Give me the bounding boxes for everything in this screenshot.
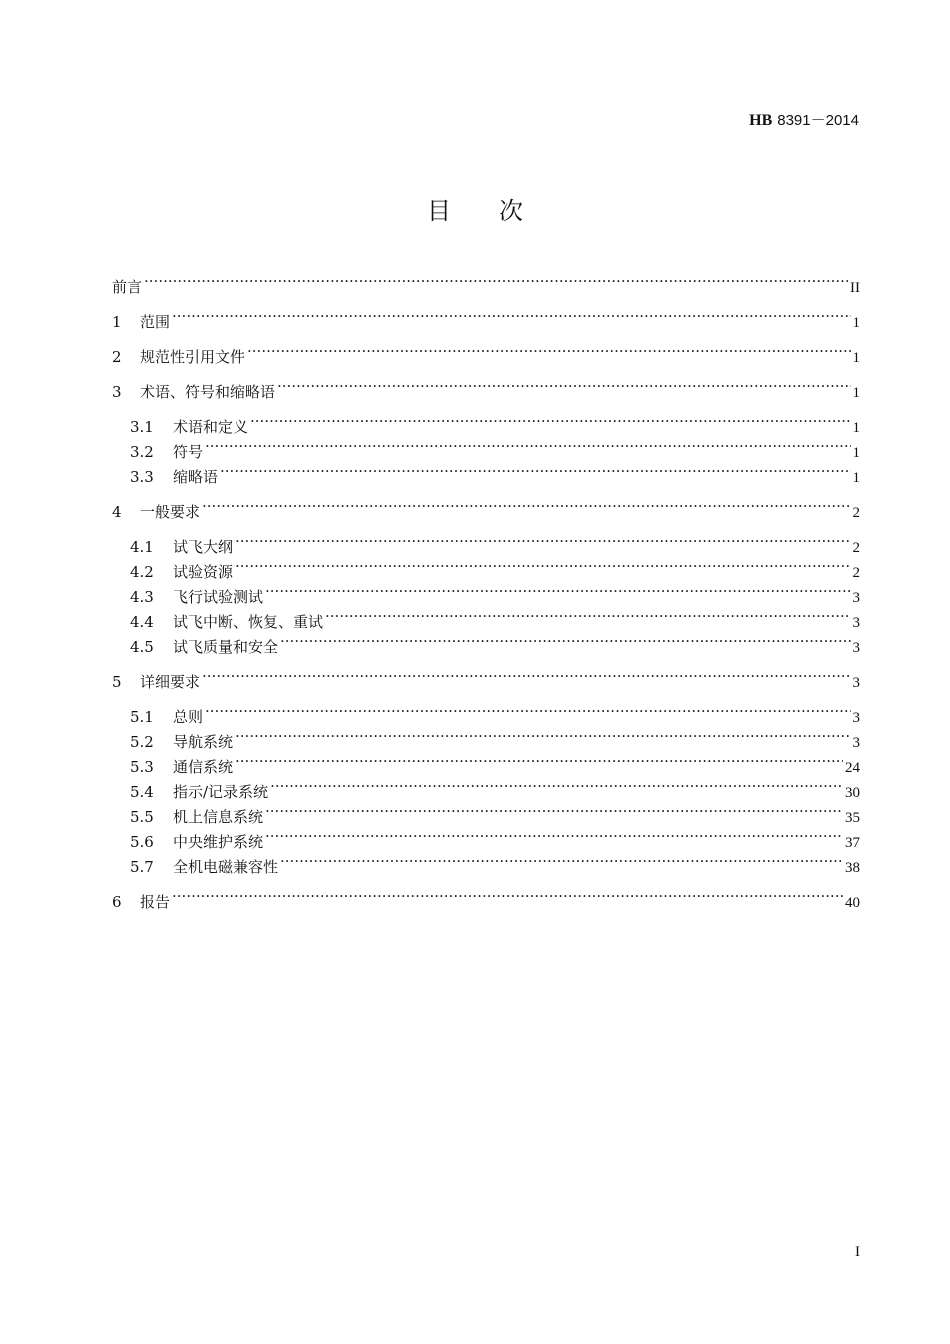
toc-entry[interactable] — [112, 850, 860, 876]
toc-entry-page: 3 — [852, 735, 860, 751]
toc-dot-leader — [235, 750, 843, 772]
document-code-prefix: HB — [749, 112, 773, 129]
page-title-part2: 次 — [499, 197, 523, 225]
toc-dot-leader — [235, 530, 850, 552]
toc-entry[interactable] — [112, 725, 860, 751]
page-number: I — [855, 1244, 860, 1260]
toc-entry-page: 30 — [845, 785, 860, 801]
toc-entry-title: 规范性引用文件 — [140, 348, 246, 366]
toc-entry-number: 5.6 — [130, 833, 154, 851]
document-code-number: 8391－2014 — [777, 112, 859, 129]
toc-entry[interactable] — [112, 885, 860, 911]
toc-entry-title: 符号 — [173, 443, 204, 461]
toc-entry-number: 4.3 — [130, 588, 154, 606]
toc-entry-number: 3.2 — [130, 443, 154, 461]
toc-entry-title: 试飞大纲 — [173, 538, 234, 556]
toc-dot-leader — [325, 605, 850, 627]
toc-entry-number: 4.5 — [130, 638, 154, 656]
toc-dot-leader — [205, 700, 850, 722]
toc-entry-number: 2 — [112, 348, 122, 366]
toc-dot-leader — [202, 495, 850, 517]
toc-entry-page: 38 — [845, 860, 860, 876]
toc-dot-leader — [235, 725, 850, 747]
toc-entry-number: 3 — [112, 383, 122, 401]
toc-entry-title: 全机电磁兼容性 — [173, 858, 279, 876]
toc-entry-number: 5.3 — [130, 758, 154, 776]
toc-dot-leader — [280, 850, 843, 872]
toc-entry-page: 2 — [852, 540, 860, 556]
toc-entry-number: 6 — [112, 893, 122, 911]
toc-entry[interactable] — [112, 375, 860, 401]
toc-entry-page: 1 — [852, 420, 860, 436]
toc-entry[interactable] — [112, 270, 860, 296]
toc-entry-number: 3.3 — [130, 468, 154, 486]
toc-entry-page: 3 — [852, 640, 860, 656]
toc-dot-leader — [277, 375, 850, 397]
page-title — [0, 191, 950, 226]
toc-entry[interactable] — [112, 750, 860, 776]
toc-dot-leader — [265, 800, 843, 822]
toc-entry-number: 3.1 — [130, 418, 154, 436]
toc-entry[interactable] — [112, 305, 860, 331]
toc-entry[interactable] — [112, 580, 860, 606]
toc-entry-title: 机上信息系统 — [173, 808, 264, 826]
toc-entry-page: 3 — [852, 675, 860, 691]
toc-entry-title: 总则 — [173, 708, 204, 726]
toc-entry[interactable] — [112, 630, 860, 656]
toc-entry-number: 5.5 — [130, 808, 154, 826]
toc-entry-page: 1 — [852, 445, 860, 461]
toc-entry-page: II — [850, 280, 860, 296]
toc-entry-number: 4.1 — [130, 538, 154, 556]
toc-entry-title: 详细要求 — [140, 673, 201, 691]
toc-entry-page: 1 — [852, 385, 860, 401]
toc-entry-number: 4 — [112, 503, 122, 521]
toc-entry[interactable] — [112, 665, 860, 691]
toc-entry-title: 一般要求 — [140, 503, 201, 521]
toc-dot-leader — [144, 270, 848, 292]
toc-entry-number: 5 — [112, 673, 122, 691]
toc-entry[interactable] — [112, 460, 860, 486]
toc-entry-page: 2 — [852, 565, 860, 581]
toc-entry[interactable] — [112, 530, 860, 556]
toc-dot-leader — [202, 665, 850, 687]
toc-dot-leader — [247, 340, 850, 362]
toc-dot-leader — [265, 825, 843, 847]
toc-entry[interactable] — [112, 800, 860, 826]
toc-entry-title: 缩略语 — [173, 468, 219, 486]
toc-dot-leader — [220, 460, 850, 482]
toc-entry-title: 飞行试验测试 — [173, 588, 264, 606]
toc-entry[interactable] — [112, 825, 860, 851]
toc-entry-title: 试飞中断、恢复、重试 — [173, 613, 324, 631]
toc-entry-page: 35 — [845, 810, 860, 826]
toc-dot-leader — [172, 305, 850, 327]
toc-entry-title: 指示/记录系统 — [173, 783, 269, 801]
toc-dot-leader — [205, 435, 850, 457]
toc-entry[interactable] — [112, 495, 860, 521]
toc-entry-title: 范围 — [140, 313, 171, 331]
toc-entry[interactable] — [112, 775, 860, 801]
toc-entry-title: 中央维护系统 — [173, 833, 264, 851]
toc-entry-page: 3 — [852, 590, 860, 606]
toc-entry-page: 3 — [852, 710, 860, 726]
toc-entry-title: 报告 — [140, 893, 171, 911]
toc-dot-leader — [270, 775, 843, 797]
toc-dot-leader — [280, 630, 850, 652]
toc-entry-number: 5.1 — [130, 708, 154, 726]
toc-entry-page: 2 — [852, 505, 860, 521]
toc-entry-page: 40 — [845, 895, 860, 911]
toc-entry-title: 导航系统 — [173, 733, 234, 751]
toc-entry-page: 1 — [852, 350, 860, 366]
toc-entry-page: 1 — [852, 315, 860, 331]
toc-entry-title: 试验资源 — [173, 563, 234, 581]
toc-entry-page: 1 — [852, 470, 860, 486]
toc-entry-title: 通信系统 — [173, 758, 234, 776]
toc-dot-leader — [172, 885, 843, 907]
toc-entry-number: 5.4 — [130, 783, 154, 801]
page-title-part1: 目 — [427, 197, 451, 225]
toc-entry-number: 5.7 — [130, 858, 154, 876]
toc-entry[interactable] — [112, 410, 860, 436]
toc-entry[interactable] — [112, 555, 860, 581]
toc-entry[interactable] — [112, 605, 860, 631]
toc-entry-title: 术语、符号和缩略语 — [140, 383, 276, 401]
toc-entry-page: 3 — [852, 615, 860, 631]
toc-entry[interactable] — [112, 700, 860, 726]
toc-entry-number: 5.2 — [130, 733, 154, 751]
toc-entry-title: 前言 — [112, 278, 143, 296]
toc-entry-number: 1 — [112, 313, 122, 331]
document-code — [749, 109, 859, 130]
toc-dot-leader — [250, 410, 850, 432]
toc-entry-number: 4.2 — [130, 563, 154, 581]
toc-entry-title: 试飞质量和安全 — [173, 638, 279, 656]
toc-dot-leader — [265, 580, 850, 602]
toc-entry[interactable] — [112, 435, 860, 461]
toc-entry[interactable] — [112, 340, 860, 366]
toc-entry-page: 24 — [845, 760, 860, 776]
toc-dot-leader — [235, 555, 850, 577]
toc-entry-page: 37 — [845, 835, 860, 851]
toc-entry-number: 4.4 — [130, 613, 154, 631]
toc-entry-title: 术语和定义 — [173, 418, 249, 436]
